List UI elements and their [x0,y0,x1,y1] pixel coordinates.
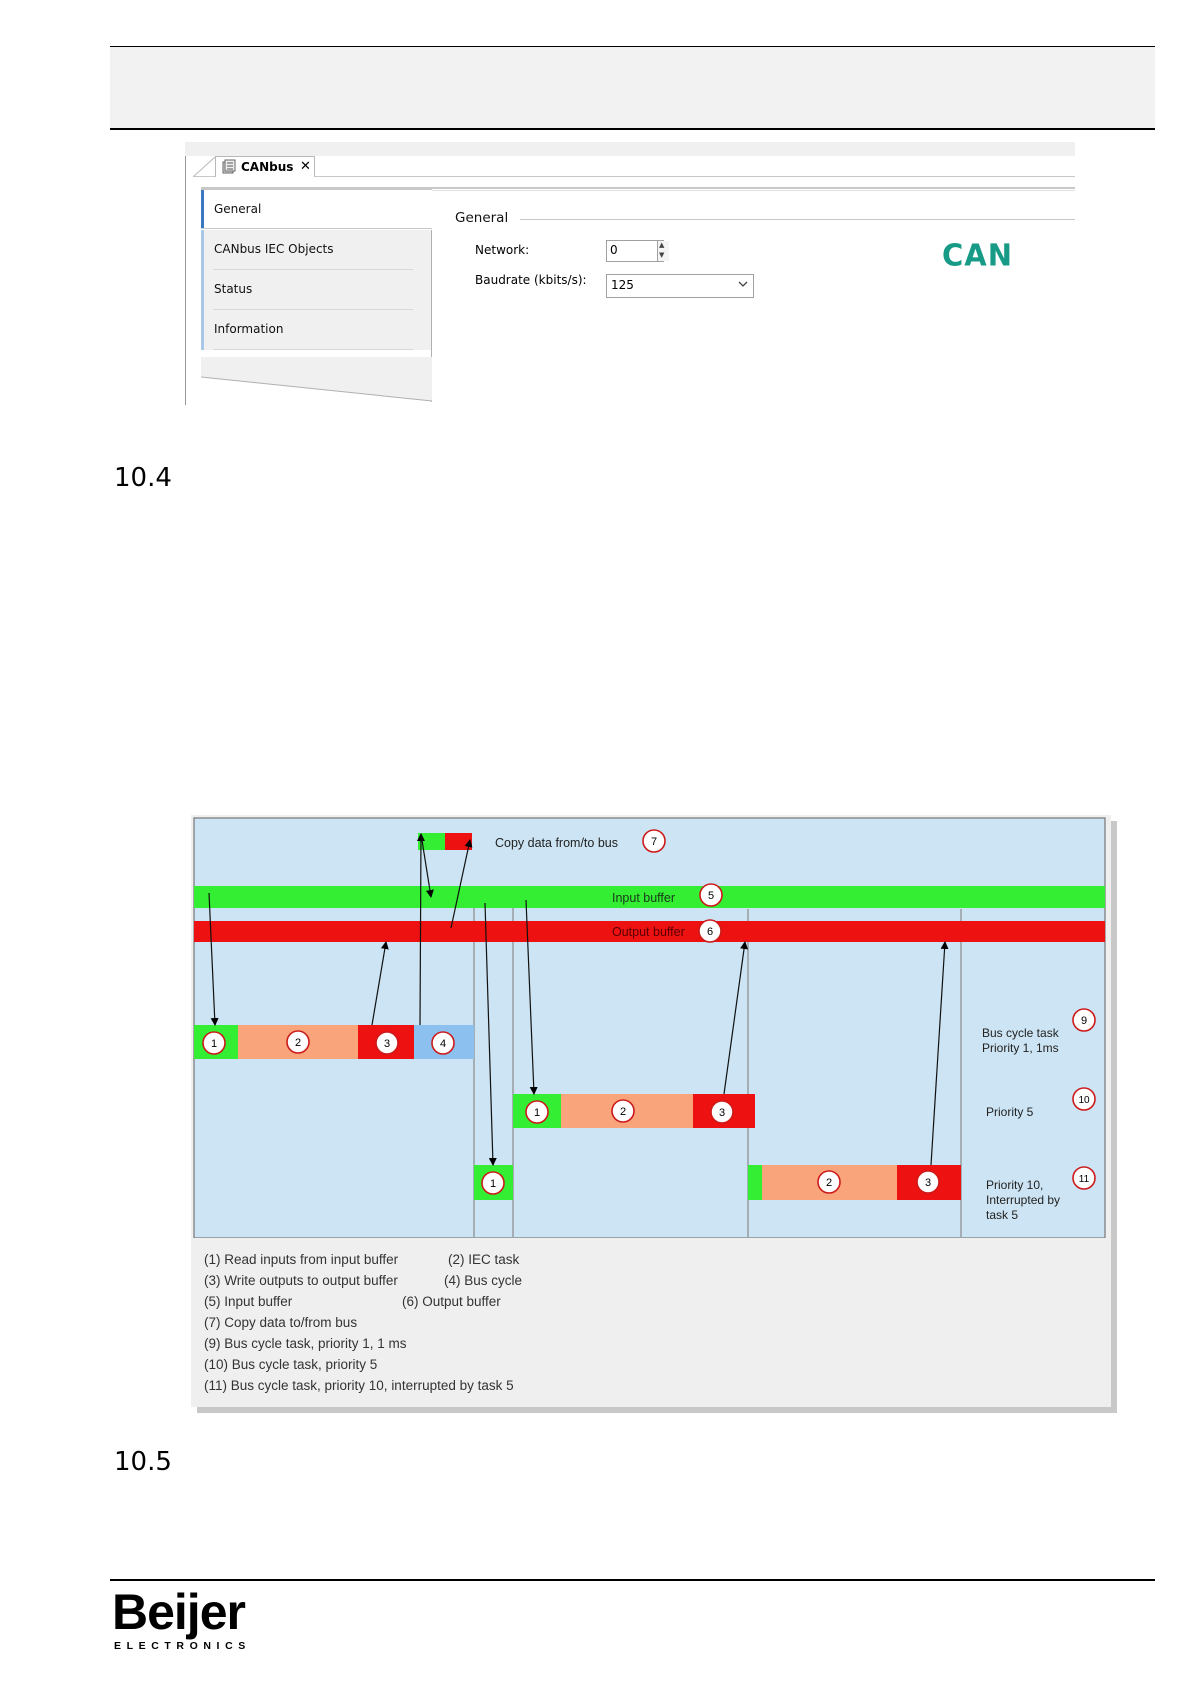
svg-text:2: 2 [294,1037,302,1049]
svg-text:9: 9 [1080,1015,1088,1027]
tabstrip-line [193,176,1075,177]
canbus-editor-screenshot [185,142,1075,405]
svg-text:11: 11 [1078,1174,1090,1185]
svg-text:3: 3 [383,1038,391,1050]
chevron-down-icon[interactable] [738,280,748,288]
marker-2 [287,1031,309,1053]
marker-5 [700,884,722,906]
svg-text:1: 1 [489,1178,497,1190]
nav-item-information[interactable] [201,310,432,350]
nav-separator [213,349,413,350]
legend-item: (1) Read inputs from input buffer [204,1252,399,1267]
marker-6 [699,920,721,942]
beijer-logo: Beijer [112,1584,245,1640]
bus-task-label: Bus cycle task [982,1026,1059,1040]
nav-item-label: General [214,202,262,216]
marker-9 [1073,1009,1095,1031]
priority5-label: Priority 5 [986,1105,1034,1119]
header-band [110,47,1155,128]
nav-item-indicator [201,230,204,270]
svg-text:10: 10 [1078,1095,1090,1106]
section-number: 10.4 [114,463,172,493]
marker-3 [711,1101,733,1123]
copy-data-label: Copy data from/to bus [495,836,618,850]
diagram-legend [191,1238,1111,1407]
input-buffer-label: Input buffer [612,891,676,905]
task5-label: task 5 [986,1208,1019,1222]
baudrate-label: Baudrate (kbits/s): [475,273,587,287]
nav-item-indicator [201,190,204,228]
beijer-logo-subtitle: ELECTRONICS [114,1640,251,1652]
nav-item-label: Information [214,322,284,336]
editor-top-strip [185,142,1075,156]
priority10-label: Priority 10, [986,1178,1044,1192]
baudrate-select[interactable]: 125 [606,274,754,298]
nav-item-general[interactable] [201,189,432,229]
footer-rule [110,1579,1155,1581]
marker-4 [432,1032,454,1054]
nav-item-status[interactable] [201,270,432,310]
output-buffer-label: Output buffer [612,925,685,939]
marker-10 [1073,1088,1095,1110]
legend-item: (5) Input buffer [204,1294,293,1309]
svg-text:4: 4 [439,1038,447,1050]
device-icon [222,159,236,174]
nav-item-indicator [201,310,204,350]
editor-left-edge [185,156,186,405]
nav-item-indicator [201,270,204,310]
svg-text:7: 7 [650,836,658,848]
close-icon[interactable]: ✕ [300,159,311,174]
tab-label: CANbus [241,160,294,174]
spin-down-icon[interactable]: ▼ [659,251,665,259]
marker-2 [612,1100,634,1122]
legend-item: (6) Output buffer [402,1294,501,1309]
marker-1 [482,1172,504,1194]
marker-2 [818,1171,840,1193]
svg-text:1: 1 [210,1038,218,1050]
nav-bottom-slant [201,357,432,405]
svg-text:3: 3 [718,1107,726,1119]
section-title-general: General [455,210,509,226]
nav-item-label: CANbus IEC Objects [214,242,334,256]
nav-item-canbus-iec-objects[interactable] [201,230,432,270]
segment-read-inputs [748,1165,762,1200]
interrupted-label: Interrupted by [986,1193,1061,1207]
marker-3 [376,1032,398,1054]
nav-item-label: Status [214,282,253,296]
network-input[interactable]: 0 [606,240,664,262]
network-label: Network: [475,243,530,257]
marker-3 [917,1171,939,1193]
legend-item: (11) Bus cycle task, priority 10, interrupted by task 5 [204,1378,514,1393]
bus-task-priority-label: Priority 1, 1ms [982,1041,1059,1055]
settings-nav [201,189,432,357]
section-number: 10.5 [114,1447,172,1477]
marker-11 [1073,1167,1095,1189]
legend-item: (4) Bus cycle [444,1273,523,1288]
section-rule [520,219,1075,220]
legend-item: (7) Copy data to/from bus [204,1315,358,1330]
can-logo: CAN [942,237,1013,273]
svg-text:3: 3 [924,1177,932,1189]
svg-text:2: 2 [619,1106,627,1118]
svg-text:6: 6 [706,926,714,938]
marker-1 [203,1032,225,1054]
legend-item: (10) Bus cycle task, priority 5 [204,1357,378,1372]
legend-item: (9) Bus cycle task, priority 1, 1 ms [204,1336,407,1351]
legend-item: (2) IEC task [448,1252,520,1267]
svg-text:2: 2 [825,1177,833,1189]
svg-text:1: 1 [533,1107,541,1119]
spin-up-icon[interactable]: ▲ [659,241,665,249]
svg-text:5: 5 [707,890,715,902]
marker-7 [643,830,665,852]
header-rule-bottom [110,128,1155,130]
legend-item: (3) Write outputs to output buffer [204,1273,398,1288]
marker-1 [526,1101,548,1123]
